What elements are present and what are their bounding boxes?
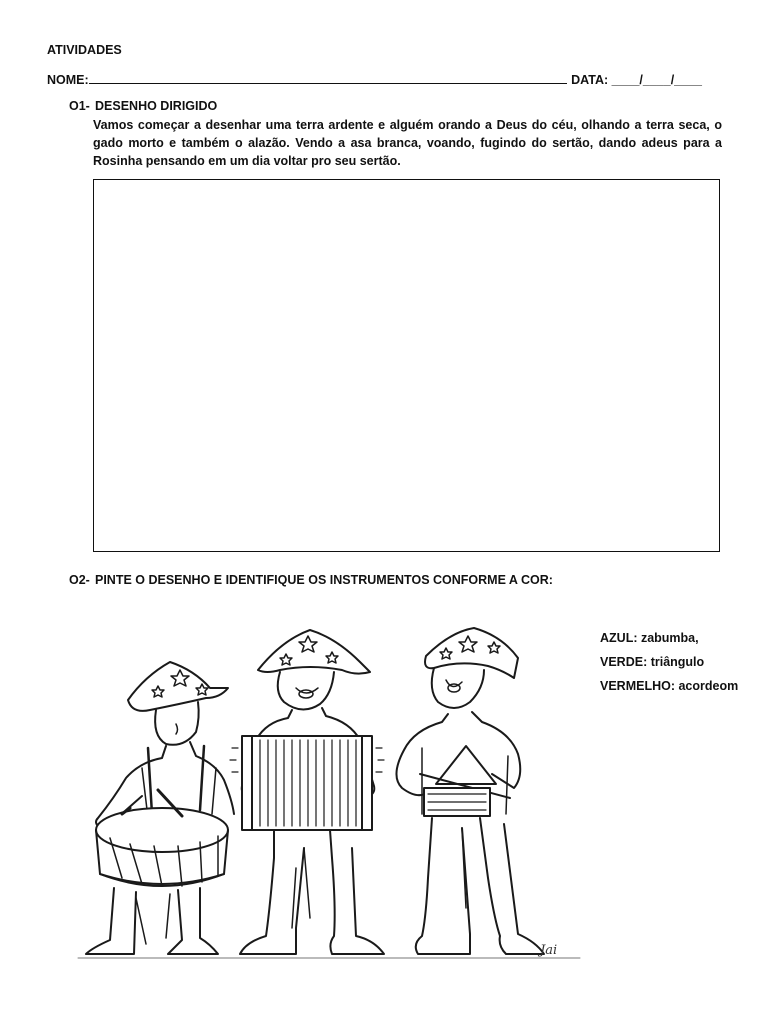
musician-zabumba-player[interactable] (86, 662, 234, 954)
musician-triangulo-player[interactable] (396, 628, 544, 954)
question-2-title: PINTE O DESENHO E IDENTIFIQUE OS INSTRUMENTOS CONFORME A COR: (95, 573, 553, 587)
question-1-title: DESENHO DIRIGIDO (95, 99, 218, 113)
color-legend (600, 630, 740, 702)
question-1-instructions: Vamos começar a desenhar uma terra ardente e alguém orando a Deus do céu, olhando a terra seca, o gado morto e também o alazão. Vendo a asa branca, voando, fugindo do sertão, dando adeus para a Rosinha pensando em um dia voltar pro seu sertão. (93, 118, 722, 168)
drawing-area[interactable] (93, 179, 720, 552)
musicians-coloring-illustration[interactable] (70, 618, 590, 963)
legend-item-red: VERMELHO: acordeom (600, 679, 739, 693)
page-title: ATIVIDADES (47, 43, 122, 57)
name-blank-line[interactable] (89, 82, 567, 84)
name-date-row (47, 73, 702, 87)
date-label: DATA: ____/____/____ (571, 73, 702, 87)
musician-acordeom-player[interactable] (230, 630, 384, 954)
legend-item-green: VERDE: triângulo (600, 655, 705, 669)
name-label: NOME: (47, 73, 89, 87)
artist-signature: Jai (540, 943, 558, 958)
question-2-number: O2- (69, 573, 90, 587)
question-1-number: O1- (69, 99, 90, 113)
legend-item-blue: AZUL: zabumba, (600, 631, 699, 645)
